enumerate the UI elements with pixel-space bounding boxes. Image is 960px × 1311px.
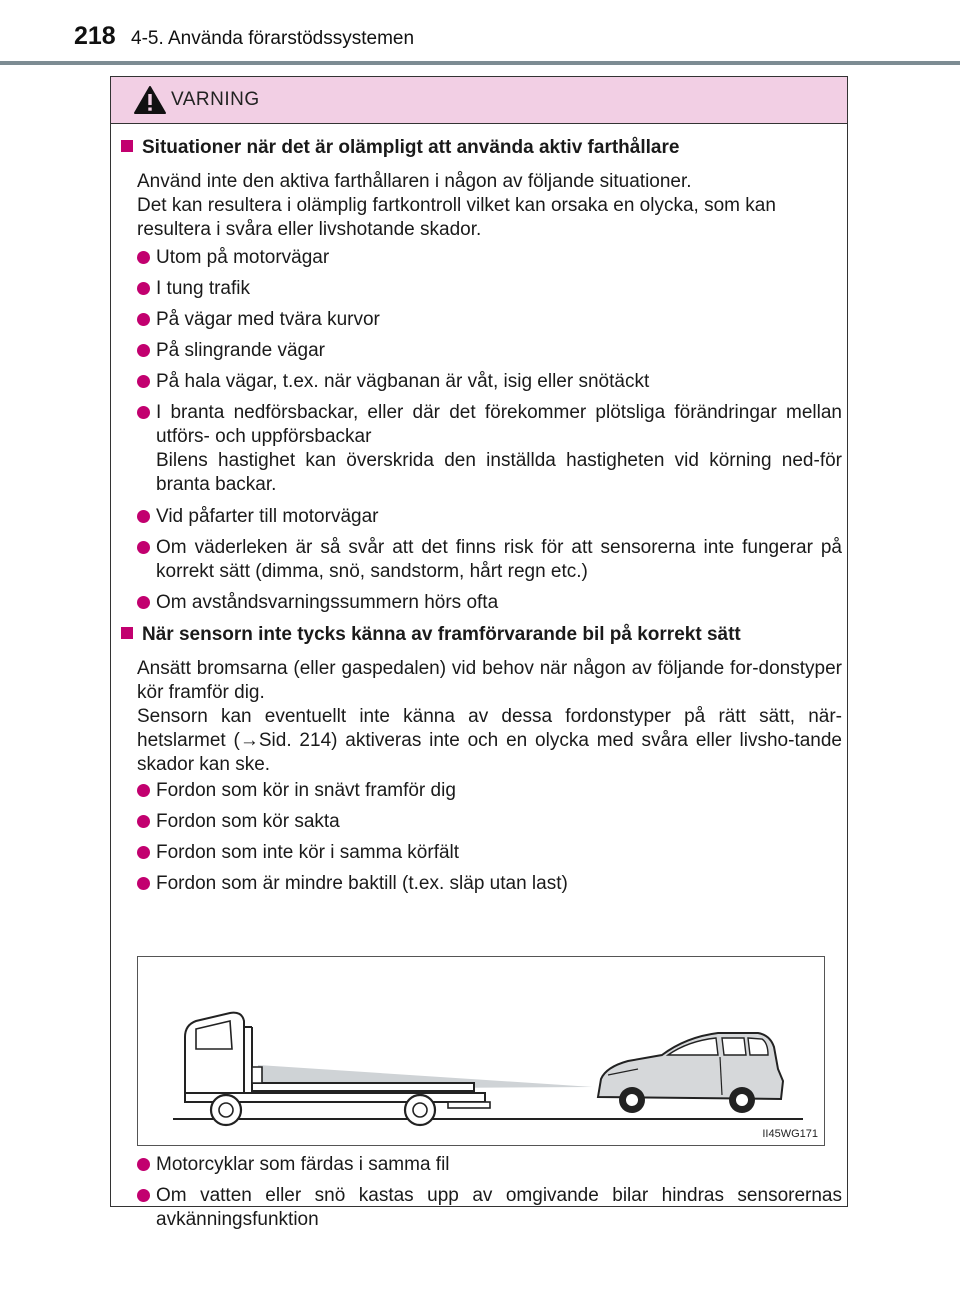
section-title-2: När sensorn inte tycks känna av framförvarande bil på korrekt sätt — [121, 623, 741, 647]
list-item: På vägar med tvära kurvor — [137, 308, 842, 332]
bullet-dot-icon — [137, 406, 150, 419]
list-item: Om avståndsvarningssummern hörs ofta — [137, 591, 842, 615]
bullet-dot-icon — [137, 1158, 150, 1171]
warning-header — [111, 77, 847, 124]
bullet-dot-icon — [137, 596, 150, 609]
warning-triangle-icon — [133, 85, 167, 115]
list-item: Fordon som kör sakta — [137, 810, 842, 834]
bullet-dot-icon — [137, 815, 150, 828]
bullet-dot-icon — [137, 251, 150, 264]
header-rule — [0, 61, 960, 65]
list-item: I tung trafik — [137, 277, 842, 301]
bullet-dot-icon — [137, 313, 150, 326]
section-title-1: Situationer när det är olämpligt att använda aktiv farthållare — [121, 136, 679, 160]
figure-code: II45WG171 — [762, 1128, 818, 1140]
list-item: På slingrande vägar — [137, 339, 842, 363]
list-item: På hala vägar, t.ex. när vägbanan är våt, isig eller snötäckt — [137, 370, 842, 394]
chapter-title: 4-5. Använda förarstödssystemen — [131, 28, 415, 49]
list-item: Vid påfarter till motorvägar — [137, 505, 842, 529]
square-bullet-icon — [121, 627, 133, 639]
list-item: Fordon som kör in snävt framför dig — [137, 779, 842, 803]
bullet-dot-icon — [137, 877, 150, 890]
bullet-dot-icon — [137, 846, 150, 859]
bullet-dot-icon — [137, 1189, 150, 1202]
bullet-dot-icon — [137, 282, 150, 295]
bullet-dot-icon — [137, 344, 150, 357]
list-item: I branta nedförsbackar, eller där det förekommer plötsliga förändringar mellan utförs- och uppförsbackar Bilens hastighet kan överskrida den inställda hastigheten vid körning ned-för branta backar. — [137, 401, 842, 497]
section1-intro-2: Det kan resultera i olämplig fartkontroll vilket kan orsaka en olycka, som kan resultera i svåra eller livshotande skador. — [137, 195, 776, 240]
bullet-dot-icon — [137, 510, 150, 523]
section2-intro-1: Ansätt bromsarna (eller gaspedalen) vid behov när någon av följande for-donstyper kör framför dig. — [137, 658, 842, 703]
section2-intro-2: Sensorn kan eventuellt inte känna av dessa fordonstyper på rätt sätt, när-hetslarmet (→Sid. 214) aktiveras inte och en olycka med svåra eller livsho-tande skador kan ske. — [137, 706, 842, 775]
bullet-dot-icon — [137, 784, 150, 797]
list-item: Om väderleken är så svår att det finns risk för att sensorerna inte fungerar på korrekt sätt (dimma, snö, sandstorm, hårt regn etc.) — [137, 536, 842, 584]
list-item: Utom på motorvägar — [137, 246, 842, 270]
warning-box — [110, 76, 848, 1230]
illustration-flatbed-truck-and-car — [137, 956, 825, 1146]
list-item: Fordon som inte kör i samma körfält — [137, 841, 842, 865]
bullet-dot-icon — [137, 375, 150, 388]
warning-label: VARNING — [171, 89, 260, 110]
list-item: Om vatten eller snö kastas upp av omgivande bilar hindras sensorernas avkänningsfunktion — [137, 1184, 842, 1232]
square-bullet-icon — [121, 140, 133, 152]
list-item: Fordon som är mindre baktill (t.ex. släp utan last) — [137, 872, 842, 896]
page-header — [0, 0, 960, 70]
page-number: 218 — [74, 22, 116, 50]
bullet-dot-icon — [137, 541, 150, 554]
section1-intro-1: Använd inte den aktiva farthållaren i någon av följande situationer. — [137, 171, 692, 192]
truck-car-illustration — [138, 957, 826, 1147]
bullet-note: Bilens hastighet kan överskrida den inställda hastigheten vid körning ned-för branta backar. — [156, 450, 842, 495]
list-item: Motorcyklar som färdas i samma fil — [137, 1153, 842, 1177]
